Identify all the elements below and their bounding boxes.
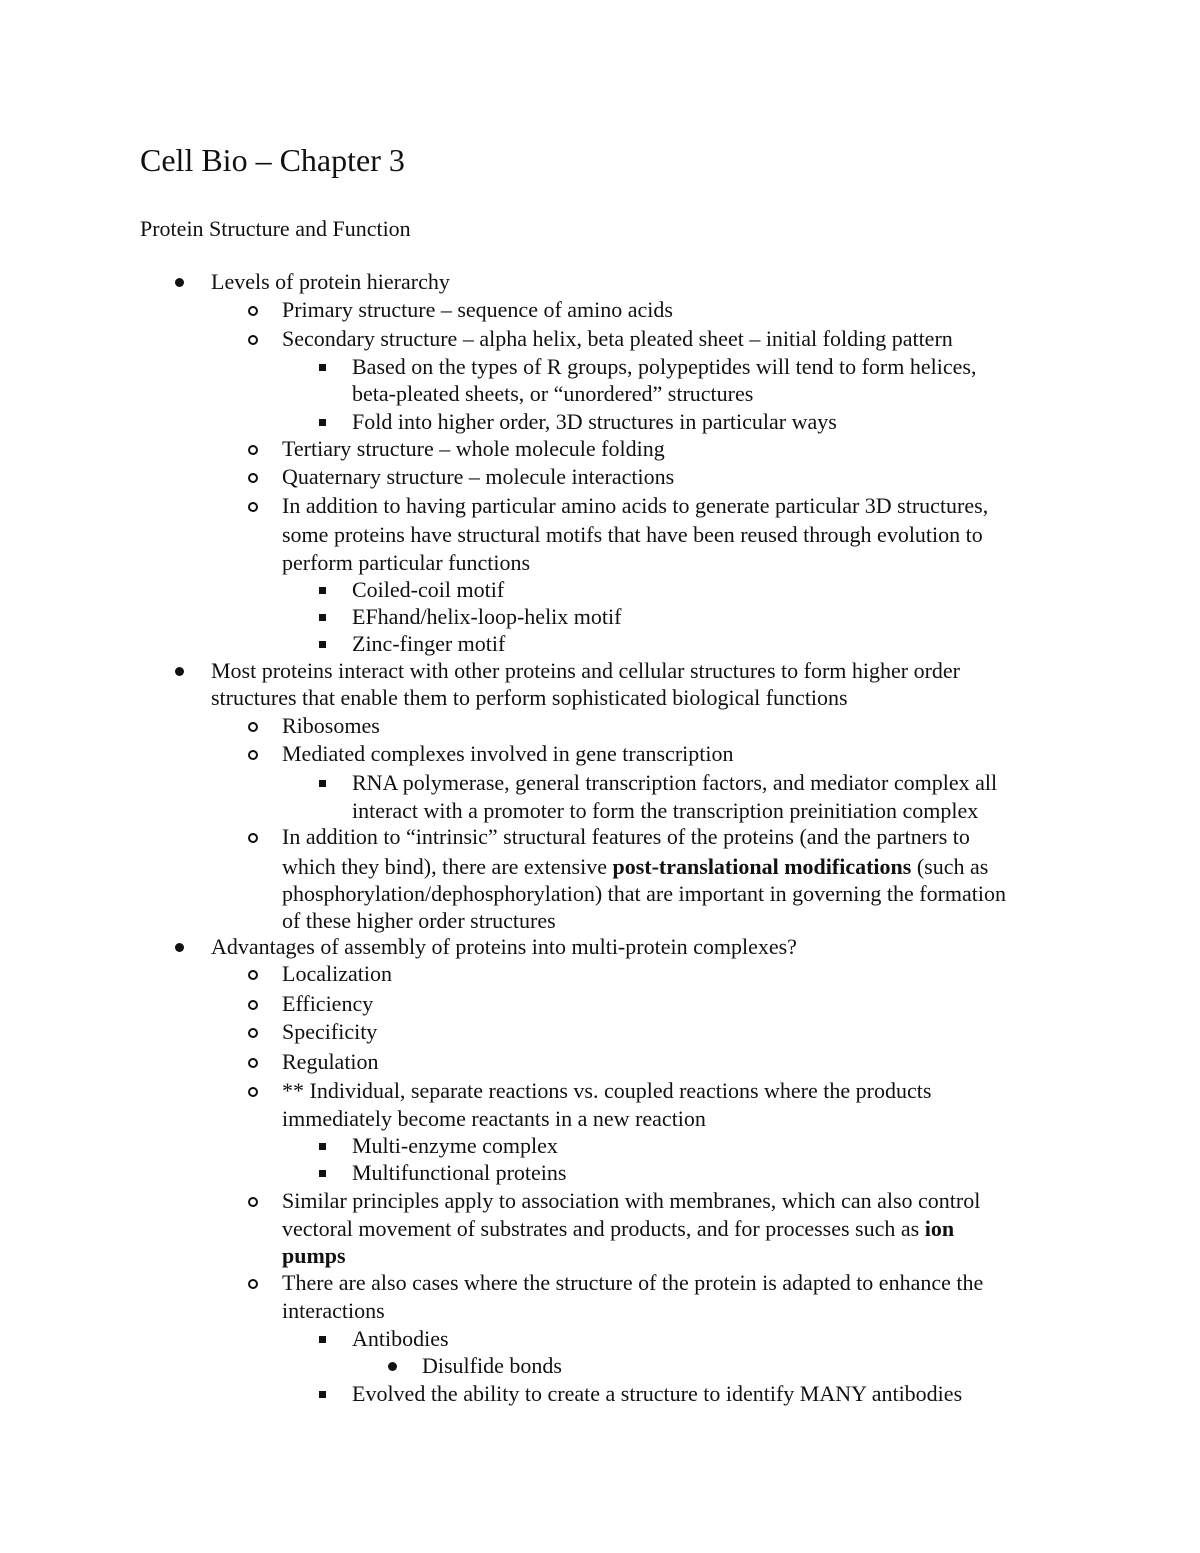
outline-line: Zinc-finger motif xyxy=(352,631,506,656)
bullet-circle-icon xyxy=(248,502,258,512)
outline-line: In addition to having particular amino acids to generate particular 3D structures, xyxy=(282,493,989,518)
bullet-circle-icon xyxy=(248,833,258,843)
outline-line: Multifunctional proteins xyxy=(352,1160,567,1185)
outline-line: immediately become reactants in a new reaction xyxy=(282,1106,706,1131)
bullet-circle-icon xyxy=(248,970,258,980)
outline-line: Primary structure – sequence of amino acids xyxy=(282,297,673,322)
bullet-circle-icon xyxy=(248,473,258,483)
bullet-circle-icon xyxy=(248,1028,258,1038)
bullet-circle-icon xyxy=(248,1087,258,1097)
outline-line: phosphorylation/dephosphorylation) that are important in governing the formation xyxy=(282,881,1007,906)
outline-line: Regulation xyxy=(282,1049,379,1074)
bullet-disc-icon xyxy=(175,667,184,676)
outline-line: Levels of protein hierarchy xyxy=(211,269,450,294)
outline-line: EFhand/helix-loop-helix motif xyxy=(352,604,622,629)
bullet-square-icon xyxy=(319,780,326,787)
bullet-square-icon xyxy=(319,614,326,621)
outline-line: Specificity xyxy=(282,1019,378,1044)
emphasized-term: ion xyxy=(924,1216,955,1241)
outline-line: Advantages of assembly of proteins into multi-protein complexes? xyxy=(211,934,797,959)
outline-line: perform particular functions xyxy=(282,550,531,575)
bullet-circle-icon xyxy=(248,750,258,760)
outline-line: of these higher order structures xyxy=(282,908,556,933)
outline-line: Quaternary structure – molecule interactions xyxy=(282,464,675,489)
outline-line: RNA polymerase, general transcription factors, and mediator complex all xyxy=(352,770,998,795)
line-text: which they bind), there are extensive xyxy=(282,854,613,879)
outline-line: interact with a promoter to form the transcription preinitiation complex xyxy=(352,798,979,823)
bullet-circle-icon xyxy=(248,335,258,345)
outline-line: Disulfide bonds xyxy=(422,1353,562,1378)
outline-line: Antibodies xyxy=(352,1326,449,1351)
outline-line: beta-pleated sheets, or “unordered” structures xyxy=(352,381,754,406)
outline-line: Ribosomes xyxy=(282,713,380,738)
document-title: Cell Bio – Chapter 3 xyxy=(140,142,405,178)
bullet-square-icon xyxy=(319,1170,326,1177)
outline-line: Tertiary structure – whole molecule folding xyxy=(282,436,665,461)
line-text: vectoral movement of substrates and products, and for processes such as xyxy=(282,1216,925,1241)
bullet-square-icon xyxy=(319,587,326,594)
outline-line: Efficiency xyxy=(282,991,374,1016)
outline-line: Similar principles apply to association with membranes, which can also control xyxy=(282,1188,981,1213)
bullet-circle-icon xyxy=(248,445,258,455)
outline-line: Evolved the ability to create a structure to identify MANY antibodies xyxy=(352,1381,963,1406)
section-heading: Protein Structure and Function xyxy=(140,216,411,241)
bullet-circle-icon xyxy=(248,722,258,732)
bullet-square-icon xyxy=(319,641,326,648)
bullet-circle-icon xyxy=(248,306,258,316)
bullet-circle-icon xyxy=(248,1197,258,1207)
bullet-disc-icon xyxy=(175,943,184,952)
outline-line: In addition to “intrinsic” structural features of the proteins (and the partners to xyxy=(282,824,970,849)
outline-line: Based on the types of R groups, polypeptides will tend to form helices, xyxy=(352,354,977,379)
bullet-circle-icon xyxy=(248,1279,258,1289)
outline-line: ** Individual, separate reactions vs. coupled reactions where the products xyxy=(282,1078,932,1103)
outline-line: Multi-enzyme complex xyxy=(352,1133,558,1158)
outline-line: Coiled-coil motif xyxy=(352,577,505,602)
bullet-square-icon xyxy=(319,1336,326,1343)
bullet-circle-icon xyxy=(248,1000,258,1010)
outline-line: Secondary structure – alpha helix, beta pleated sheet – initial folding pattern xyxy=(282,326,953,351)
bullet-square-icon xyxy=(319,419,326,426)
outline-line: interactions xyxy=(282,1298,385,1323)
bullet-disc-icon xyxy=(388,1362,397,1371)
outline-line: Most proteins interact with other proteins and cellular structures to form higher order xyxy=(211,658,961,683)
emphasized-term: post-translational modifications xyxy=(612,854,912,879)
outline-line xyxy=(282,853,988,881)
outline-line: some proteins have structural motifs that have been reused through evolution to xyxy=(282,522,983,547)
emphasized-term: pumps xyxy=(282,1243,346,1268)
outline-line: Localization xyxy=(282,961,392,986)
outline-line: structures that enable them to perform sophisticated biological functions xyxy=(211,685,848,710)
bullet-square-icon xyxy=(319,1391,326,1398)
bullet-square-icon xyxy=(319,364,326,371)
outline-line: Mediated complexes involved in gene transcription xyxy=(282,741,734,766)
line-text: (such as xyxy=(911,854,989,879)
bullet-disc-icon xyxy=(175,278,184,287)
outline-line xyxy=(282,1215,954,1243)
outline-line: There are also cases where the structure of the protein is adapted to enhance the xyxy=(282,1270,984,1295)
outline-line: Fold into higher order, 3D structures in particular ways xyxy=(352,409,837,434)
bullet-square-icon xyxy=(319,1143,326,1150)
bullet-circle-icon xyxy=(248,1058,258,1068)
outline-line xyxy=(282,1242,346,1270)
